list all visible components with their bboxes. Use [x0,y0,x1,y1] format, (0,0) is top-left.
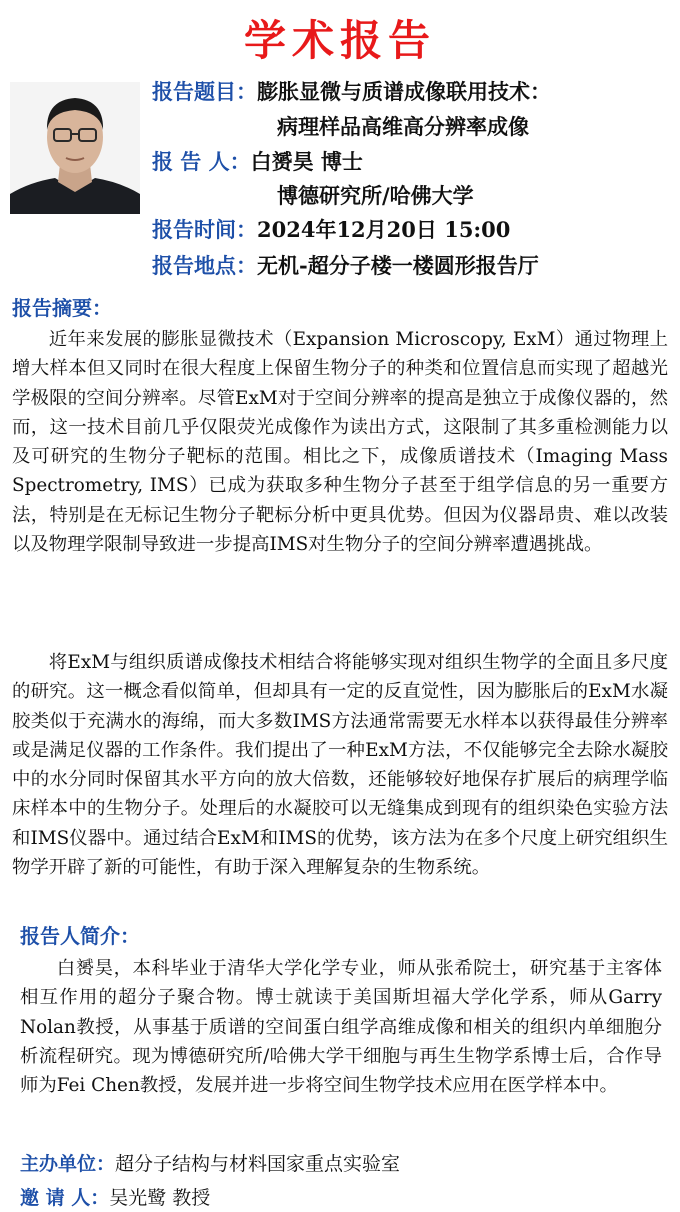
report-place-label: 报告地点： [152,253,257,278]
bio-paragraph: 白赟昊，本科毕业于清华大学化学专业，师从张希院士，研究基于主客体相互作用的超分子聚合物。博士就读于美国斯坦福大学化学系，师从Garry Nolan教授，从事基于质谱的空间蛋白组学高维成像和相关的组织内单细胞分析流程研究。现为博德研究所/哈佛大学干细胞与再生生物学系博士后，合作导师为Fei Chen教授，发展并进一步将空间生物学技术应用在医学样本中。 [20,958,662,1097]
host-value: 超分子结构与材料国家重点实验室 [115,1153,401,1175]
abstract-paragraph-2: 将ExM与组织质谱成像技术相结合将能够实现对组织生物学的全面且多尺度的研究。这一概念看似简单，但却具有一定的反直觉性，因为膨胀后的ExM水凝胶类似于充满水的海绵，而大多数IMS方法通常需要无水样本以获得最佳分辨率或是满足仪器的工作条件。我们提出了一种ExM方法，不仅能够完全去除水凝胶中的水分同时保留其水平方向的放大倍数，还能够较好地保存扩展后的病理学临床样本中的生物分子。处理后的水凝胶可以无缝集成到现有的组织染色实验方法和IMS仪器中。通过结合ExM和IMS的优势，该方法为在多个尺度上研究组织生物学开辟了新的可能性，有助于深入理解复杂的生物系统。 [12,652,668,879]
host-label: 主办单位： [20,1153,116,1175]
page-title: 学术报告 [243,16,436,65]
speaker-affiliation: 博德研究所/哈佛大学 [277,183,474,208]
abstract-paragraph-1: 近年来发展的膨胀显微技术（Expansion Microscopy, ExM）通过物理上增大样本但又同时在很大程度上保留生物分子的种类和位置信息而实现了超越光学极限的空间分辨率。尽管ExM对于空间分辨率的提高是独立于成像仪器的，然而，这一技术目前几乎仅限荧光成像作为读出方式，这限制了其多重检测能力以及可研究的生物分子靶标的范围。相比之下，成像质谱技术（Imaging Mass Spectrometry, IMS）已成为获取多种生物分子甚至于组学信息的另一重要方法，特别是在无标记生物分子靶标分析中更具优势。但因为仪器昂贵、难以改装以及物理学限制导致进一步提高IMS对生物分子的空间分辨率遭遇挑战。 [12,329,668,556]
inviter-label: 邀 请 人： [20,1187,110,1209]
speaker-row [152,148,363,176]
report-time-value: 2024年12月20日 15:00 [257,217,511,242]
report-time-row [152,216,510,244]
report-place-row [152,252,539,280]
report-topic-row [152,78,551,106]
speaker-label: 报 告 人： [152,149,251,174]
report-time-label: 报告时间： [152,217,257,242]
speaker-name: 白赟昊 博士 [250,149,363,174]
inviter-row [20,1184,210,1212]
inviter-value: 吴光鹭 教授 [109,1187,211,1209]
speaker-photo [10,82,140,214]
report-topic-label: 报告题目： [152,79,257,104]
report-topic-line2: 病理样品高维高分辨率成像 [277,114,529,139]
abstract-heading: 报告摘要： [12,296,112,320]
host-row [20,1150,400,1178]
report-place-value: 无机-超分子楼一楼圆形报告厅 [257,253,539,278]
report-topic-line1: 膨胀显微与质谱成像联用技术： [257,79,551,104]
bio-heading: 报告人简介： [20,924,140,948]
